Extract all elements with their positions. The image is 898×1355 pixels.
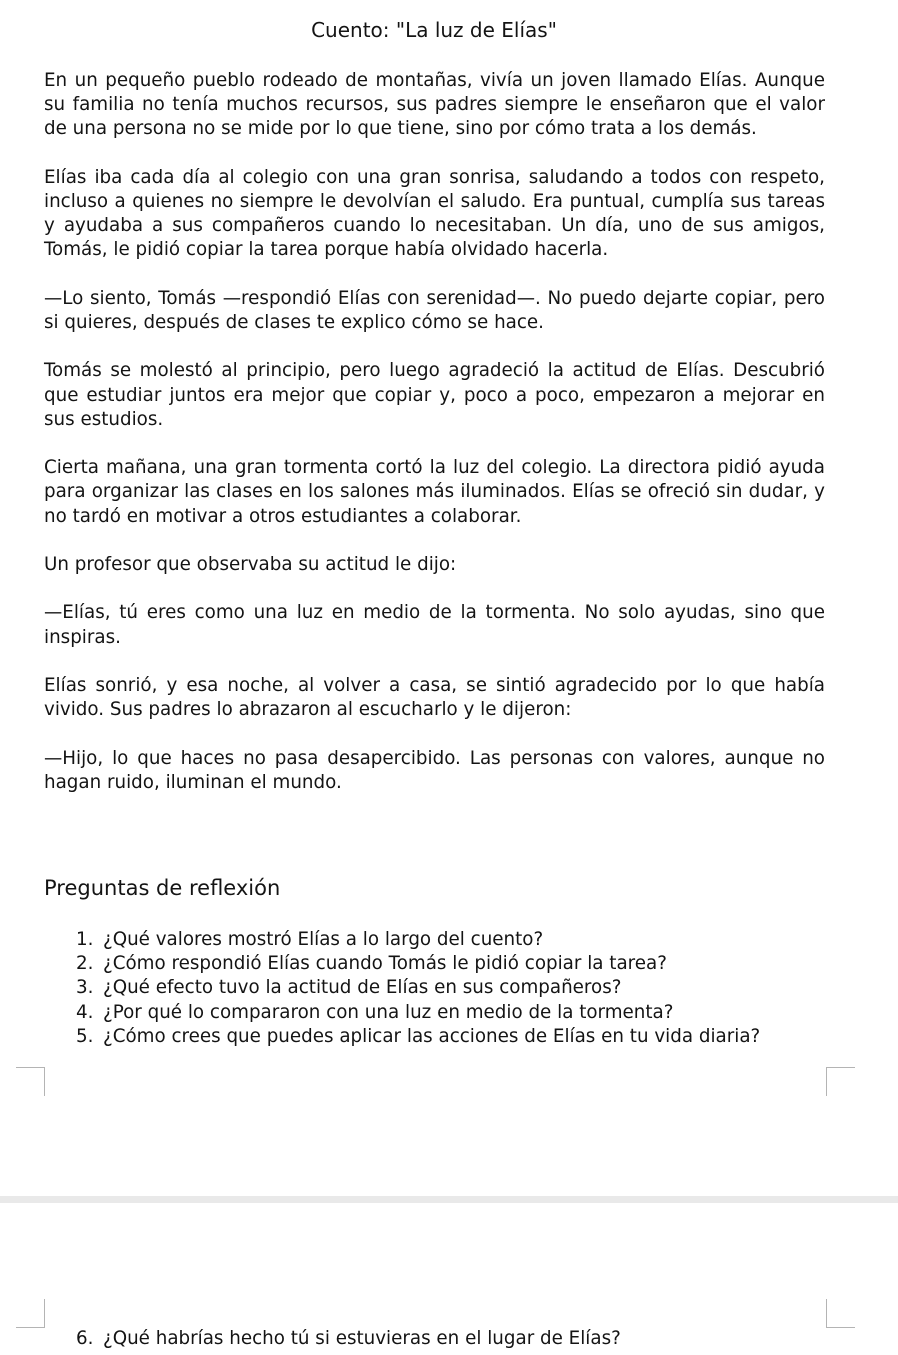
question-number: 6.: [76, 1328, 94, 1349]
question-item: [76, 1327, 621, 1351]
question-number: 3.: [76, 977, 94, 999]
story-paragraph: Tomás se molestó al principio, pero luego agradeció la actitud de Elías. Descubrió que estudiar juntos era mejor que copiar y, poco a poco, empezaron a mejorar en sus estudios.: [44, 360, 825, 430]
story-paragraph: Un profesor que observaba su actitud le dijo:: [44, 553, 457, 575]
question-item: [76, 1001, 866, 1025]
margin-corner-mark: [16, 1299, 45, 1328]
story-paragraph: —Elías, tú eres como una luz en medio de la tormenta. No solo ayudas, sino que inspiras.: [44, 602, 825, 648]
margin-corner-mark: [826, 1067, 855, 1096]
story-paragraph: Cierta mañana, una gran tormenta cortó la luz del colegio. La directora pidió ayuda para organizar las clases en los salones más iluminados. Elías se ofreció sin dudar, y no tardó en motivar a otros estudiantes a colaborar.: [44, 457, 825, 527]
margin-corner-mark: [16, 1067, 45, 1096]
margin-corner-mark: [826, 1299, 855, 1328]
story-title: Cuento: "La luz de Elías": [311, 18, 557, 42]
story-paragraph: —Lo siento, Tomás —respondió Elías con serenidad—. No puedo dejarte copiar, pero si quieres, después de clases te explico cómo se hace.: [44, 287, 825, 333]
question-text: ¿Qué valores mostró Elías a lo largo del cuento?: [103, 929, 544, 950]
question-item: [76, 952, 866, 976]
questions-heading: Preguntas de reflexión: [44, 876, 281, 900]
question-number: 4.: [76, 1001, 94, 1023]
question-number: 2.: [76, 953, 94, 975]
story-paragraph: En un pequeño pueblo rodeado de montañas, vivía un joven llamado Elías. Aunque su familia no tenía muchos recursos, sus padres siempre le enseñaron que el valor de una persona no se mide por lo que tiene, sino por cómo trata a los demás.: [44, 70, 825, 140]
question-number: 1.: [76, 929, 94, 950]
question-item: [76, 1025, 866, 1049]
question-number: 5.: [76, 1025, 94, 1047]
story-paragraph: Elías iba cada día al colegio con una gran sonrisa, saludando a todos con respeto, incluso a quienes no siempre le devolvían el saludo. Era puntual, cumplía sus tareas y ayudaba a sus compañeros cuando lo necesitaban. Un día, uno de sus amigos, Tomás, le pidió copiar la tarea porque había olvidado hacerla.: [44, 166, 825, 261]
question-text: ¿Qué habrías hecho tú si estuvieras en el lugar de Elías?: [103, 1328, 621, 1349]
question-text: ¿Qué efecto tuvo la actitud de Elías en sus compañeros?: [103, 977, 622, 999]
question-item: [76, 976, 866, 1000]
questions-list: [76, 928, 866, 1049]
question-text: ¿Cómo respondió Elías cuando Tomás le pidió copiar la tarea?: [103, 953, 667, 975]
story-body: [44, 69, 825, 819]
question-item: [76, 928, 866, 952]
question-text: ¿Cómo crees que puedes aplicar las acciones de Elías en tu vida diaria?: [103, 1025, 761, 1047]
page-separator: [0, 1196, 898, 1203]
question-text: ¿Por qué lo compararon con una luz en medio de la tormenta?: [103, 1001, 674, 1023]
story-paragraph: —Hijo, lo que haces no pasa desapercibido. Las personas con valores, aunque no hagan ruido, iluminan el mundo.: [44, 747, 825, 793]
story-paragraph: Elías sonrió, y esa noche, al volver a casa, se sintió agradecido por lo que había vivido. Sus padres lo abrazaron al escucharlo y le dijeron:: [44, 674, 825, 721]
